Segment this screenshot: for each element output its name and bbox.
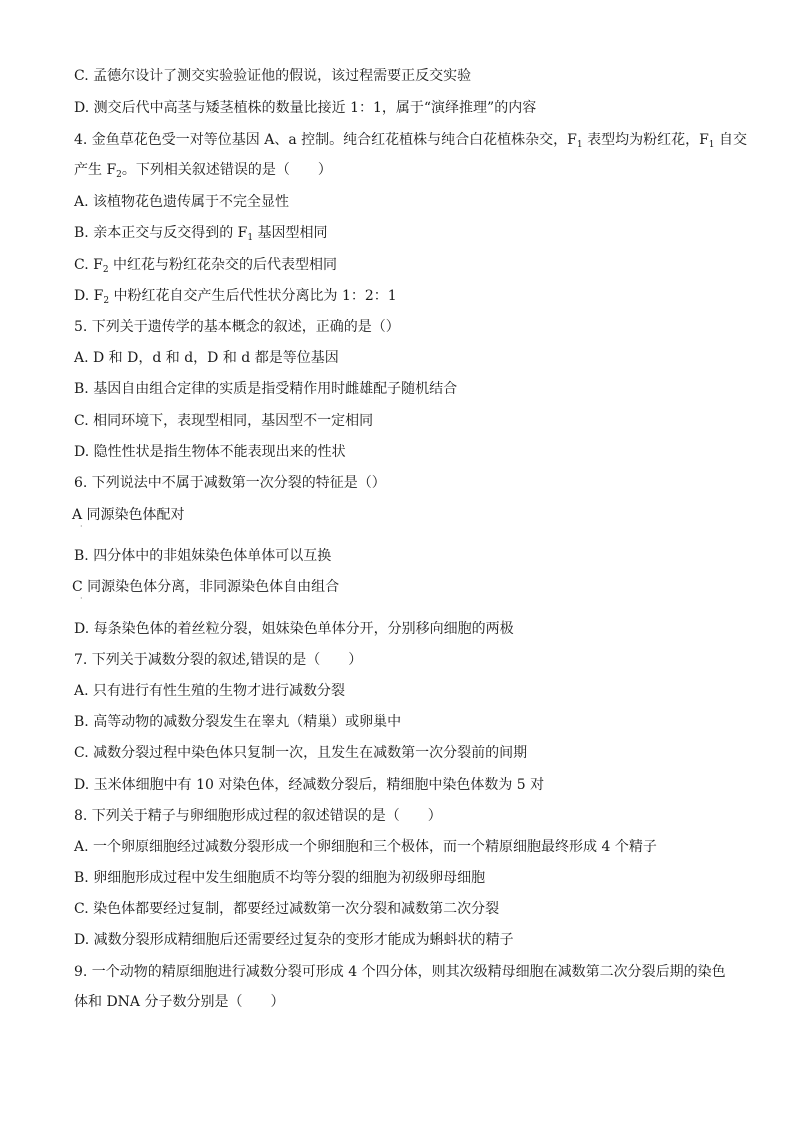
option-5b: B. 基因自由组合定律的实质是指受精作用时雌雄配子随机结合 [74,381,458,397]
stray-mark: · [80,594,83,603]
option-3d: D. 测交后代中高茎与矮茎植株的数量比接近 1：1，属于“演绎推理”的内容 [74,100,537,116]
option-8d: D. 减数分裂形成精细胞后还需要经过复杂的变形才能成为蝌蚪状的精子 [74,932,514,948]
question-5-stem: 5. 下列关于遗传学的基本概念的叙述，正确的是（） [74,319,400,335]
option-7b: B. 高等动物的减数分裂发生在睾丸（精巢）或卵巢中 [74,714,402,730]
question-9-stem-cont: 体和 DNA 分子数分别是（ ） [74,994,285,1010]
option-6c: C 同源染色体分离，非同源染色体自由组合 [72,579,340,595]
option-3c: C. 孟德尔设计了测交实验验证他的假说，该过程需要正反交实验 [74,68,472,84]
option-6b: B. 四分体中的非姐妹染色体单体可以互换 [74,548,332,564]
option-5c: C. 相同环境下，表现型相同，基因型不一定相同 [74,413,374,429]
option-4d: D. $F_2$ 中粉红花自交产生后代性状分离比为 1：2：1 [74,288,397,306]
question-6-stem: 6. 下列说法中不属于减数第一次分裂的特征是（） [74,475,386,491]
option-4c: C. $F_2$ 中红花与粉红花杂交的后代表型相同 [74,257,338,275]
question-8-stem: 8. 下列关于精子与卵细胞形成过程的叙述错误的是（ ） [74,808,442,824]
option-7a: A. 只有进行有性生殖的生物才进行减数分裂 [74,683,346,699]
option-5a: A. D 和 D，d 和 d，D 和 d 都是等位基因 [74,350,339,366]
option-6a: A 同源染色体配对 [72,507,185,523]
option-5d: D. 隐性性状是指生物体不能表现出来的性状 [74,444,346,460]
option-7d: D. 玉米体细胞中有 10 对染色体，经减数分裂后，精细胞中染色体数为 5 对 [74,777,545,793]
option-4a: A. 该植物花色遗传属于不完全显性 [74,194,290,210]
option-6d: D. 每条染色体的着丝粒分裂，姐妹染色单体分开，分别移向细胞的两极 [74,621,514,637]
stray-mark: · [80,522,83,531]
question-7-stem: 7. 下列关于减数分裂的叙述,错误的是（ ） [74,652,363,668]
option-4b: B. 亲本正交与反交得到的 $F_1$ 基因型相同 [74,225,328,243]
question-9-stem: 9. 一个动物的精原细胞进行减数分裂可形成 4 个四分体，则其次级精母细胞在减数第二次分裂后期的染色 [74,964,726,980]
option-7c: C. 减数分裂过程中染色体只复制一次，且发生在减数第一次分裂前的间期 [74,745,528,761]
question-4-stem: 4. 金鱼草花色受一对等位基因 A、a 控制。纯合红花植株与纯合白花植株杂交，$F_1$ 表型均为粉红花，$F_1$ 自交 [74,132,747,150]
question-4-stem-cont: 产生 $F_2$。下列相关叙述错误的是（ ） [74,162,332,180]
option-8c: C. 染色体都要经过复制，都要经过减数第一次分裂和减数第二次分裂 [74,901,500,917]
option-8b: B. 卵细胞形成过程中发生细胞质不均等分裂的细胞为初级卵母细胞 [74,870,486,886]
option-8a: A. 一个卵原细胞经过减数分裂形成一个卵细胞和三个极体，而一个精原细胞最终形成 4 个精子 [74,839,657,855]
